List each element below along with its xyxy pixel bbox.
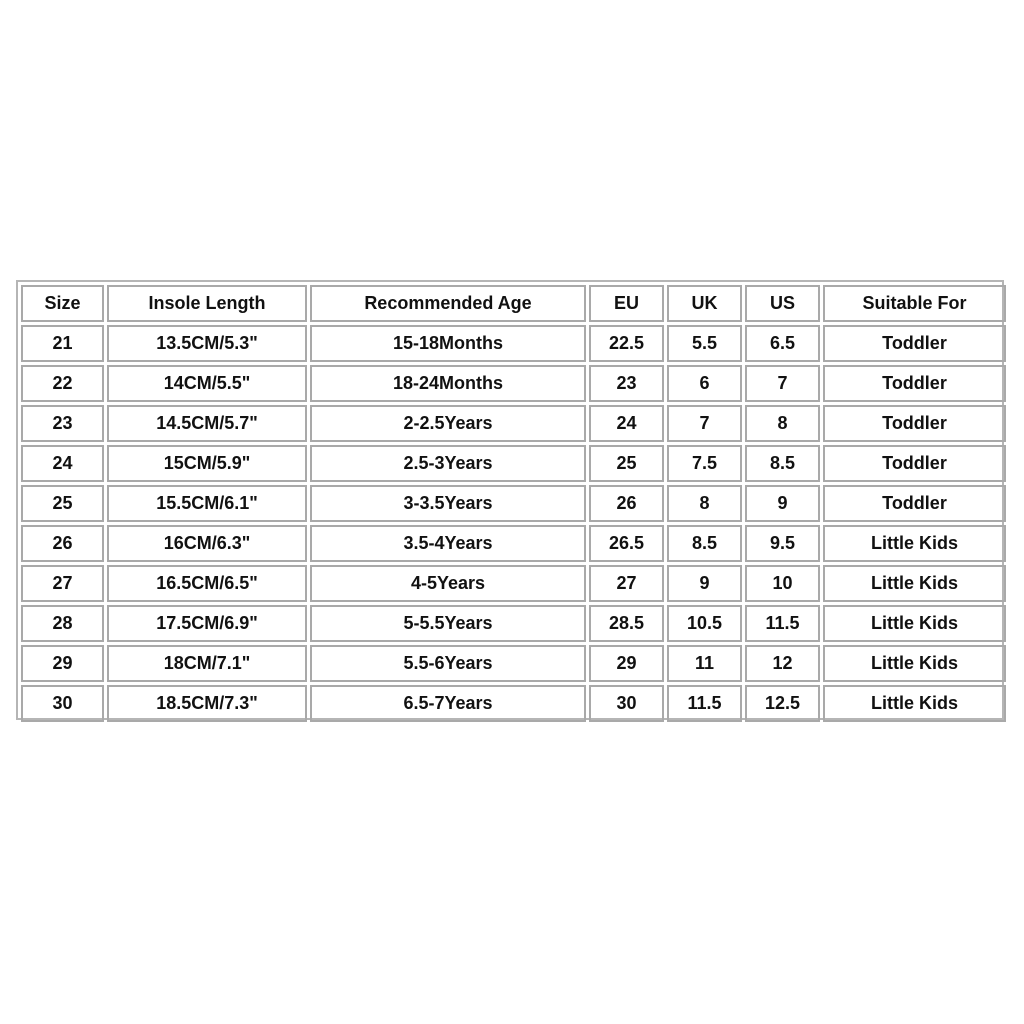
header-recommended-age: Recommended Age <box>310 285 586 322</box>
cell-insole-length: 15.5CM/6.1" <box>107 485 307 522</box>
cell-eu: 26.5 <box>589 525 664 562</box>
table-row <box>21 685 1006 722</box>
cell-insole-length: 18.5CM/7.3" <box>107 685 307 722</box>
cell-eu: 25 <box>589 445 664 482</box>
cell-eu: 23 <box>589 365 664 402</box>
cell-eu: 24 <box>589 405 664 442</box>
cell-us: 12 <box>745 645 820 682</box>
cell-suitable-for: Toddler <box>823 445 1006 482</box>
table-row <box>21 325 1006 362</box>
cell-size: 25 <box>21 485 104 522</box>
cell-uk: 11 <box>667 645 742 682</box>
cell-size: 28 <box>21 605 104 642</box>
cell-us: 9.5 <box>745 525 820 562</box>
cell-uk: 7 <box>667 405 742 442</box>
cell-size: 21 <box>21 325 104 362</box>
cell-recommended-age: 18-24Months <box>310 365 586 402</box>
cell-recommended-age: 3.5-4Years <box>310 525 586 562</box>
cell-eu: 26 <box>589 485 664 522</box>
cell-uk: 7.5 <box>667 445 742 482</box>
cell-insole-length: 14CM/5.5" <box>107 365 307 402</box>
cell-recommended-age: 3-3.5Years <box>310 485 586 522</box>
cell-eu: 27 <box>589 565 664 602</box>
cell-uk: 6 <box>667 365 742 402</box>
cell-insole-length: 13.5CM/5.3" <box>107 325 307 362</box>
table-row <box>21 405 1006 442</box>
header-eu: EU <box>589 285 664 322</box>
cell-insole-length: 17.5CM/6.9" <box>107 605 307 642</box>
cell-suitable-for: Toddler <box>823 325 1006 362</box>
cell-eu: 30 <box>589 685 664 722</box>
cell-size: 24 <box>21 445 104 482</box>
cell-us: 10 <box>745 565 820 602</box>
header-uk: UK <box>667 285 742 322</box>
cell-size: 26 <box>21 525 104 562</box>
cell-recommended-age: 5-5.5Years <box>310 605 586 642</box>
header-suitable-for: Suitable For <box>823 285 1006 322</box>
cell-recommended-age: 15-18Months <box>310 325 586 362</box>
cell-suitable-for: Toddler <box>823 485 1006 522</box>
cell-insole-length: 18CM/7.1" <box>107 645 307 682</box>
cell-suitable-for: Toddler <box>823 365 1006 402</box>
cell-recommended-age: 6.5-7Years <box>310 685 586 722</box>
header-insole-length: Insole Length <box>107 285 307 322</box>
cell-insole-length: 16.5CM/6.5" <box>107 565 307 602</box>
cell-suitable-for: Little Kids <box>823 565 1006 602</box>
table-row <box>21 525 1006 562</box>
cell-uk: 9 <box>667 565 742 602</box>
header-row <box>21 285 1006 322</box>
cell-suitable-for: Little Kids <box>823 605 1006 642</box>
cell-recommended-age: 2.5-3Years <box>310 445 586 482</box>
cell-insole-length: 15CM/5.9" <box>107 445 307 482</box>
table-row <box>21 485 1006 522</box>
cell-uk: 11.5 <box>667 685 742 722</box>
header-size: Size <box>21 285 104 322</box>
cell-insole-length: 14.5CM/5.7" <box>107 405 307 442</box>
cell-us: 8 <box>745 405 820 442</box>
cell-us: 6.5 <box>745 325 820 362</box>
cell-size: 23 <box>21 405 104 442</box>
cell-suitable-for: Toddler <box>823 405 1006 442</box>
cell-suitable-for: Little Kids <box>823 685 1006 722</box>
table-row <box>21 645 1006 682</box>
size-chart-container <box>16 280 1004 720</box>
cell-size: 30 <box>21 685 104 722</box>
cell-uk: 5.5 <box>667 325 742 362</box>
cell-insole-length: 16CM/6.3" <box>107 525 307 562</box>
cell-us: 11.5 <box>745 605 820 642</box>
cell-suitable-for: Little Kids <box>823 525 1006 562</box>
cell-uk: 10.5 <box>667 605 742 642</box>
cell-size: 27 <box>21 565 104 602</box>
table-row <box>21 565 1006 602</box>
cell-recommended-age: 2-2.5Years <box>310 405 586 442</box>
cell-us: 7 <box>745 365 820 402</box>
cell-recommended-age: 4-5Years <box>310 565 586 602</box>
cell-uk: 8.5 <box>667 525 742 562</box>
cell-us: 9 <box>745 485 820 522</box>
size-chart-table <box>18 282 1009 725</box>
cell-size: 29 <box>21 645 104 682</box>
cell-eu: 28.5 <box>589 605 664 642</box>
cell-eu: 22.5 <box>589 325 664 362</box>
cell-us: 8.5 <box>745 445 820 482</box>
table-row <box>21 365 1006 402</box>
table-row <box>21 445 1006 482</box>
cell-us: 12.5 <box>745 685 820 722</box>
table-row <box>21 605 1006 642</box>
header-us: US <box>745 285 820 322</box>
cell-size: 22 <box>21 365 104 402</box>
cell-eu: 29 <box>589 645 664 682</box>
cell-uk: 8 <box>667 485 742 522</box>
cell-suitable-for: Little Kids <box>823 645 1006 682</box>
cell-recommended-age: 5.5-6Years <box>310 645 586 682</box>
